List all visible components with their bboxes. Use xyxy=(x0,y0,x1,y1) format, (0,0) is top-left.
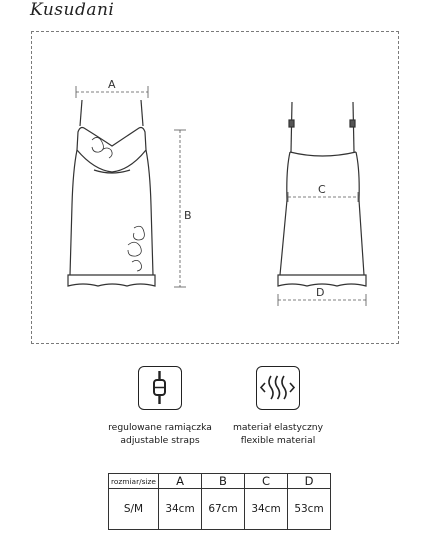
feature-straps-label-pl: regulowane ramiączka xyxy=(108,422,212,433)
back-right-slider xyxy=(350,120,355,127)
feature-straps-label-en: adjustable straps xyxy=(120,435,200,446)
front-lace-side xyxy=(128,226,144,271)
back-right-side xyxy=(356,152,364,275)
dim-label-d: D xyxy=(316,286,325,299)
column-header-b: B xyxy=(202,474,245,489)
front-left-strap xyxy=(80,100,82,126)
value-cell-a: 34cm xyxy=(159,489,202,530)
elastic-material-icon xyxy=(256,366,300,410)
back-neckline xyxy=(290,152,356,156)
back-left-slider xyxy=(289,120,294,127)
value-cell-c: 34cm xyxy=(245,489,288,530)
adjustable-strap-icon xyxy=(138,366,182,410)
back-hem xyxy=(278,275,366,286)
front-lace-top xyxy=(92,137,112,158)
dim-label-c: C xyxy=(318,183,326,196)
column-header-c: C xyxy=(245,474,288,489)
front-hem xyxy=(68,275,155,286)
column-header-a: A xyxy=(159,474,202,489)
back-left-side xyxy=(280,152,290,275)
size-header-label: rozmiar/size xyxy=(109,474,159,489)
brand-title: Kusudani xyxy=(30,0,115,20)
value-cell-b: 67cm xyxy=(202,489,245,530)
value-cell-d: 53cm xyxy=(288,489,331,530)
feature-adjustable-straps xyxy=(104,366,216,447)
front-view xyxy=(68,100,155,286)
feature-material-label-pl: materiał elastyczny xyxy=(232,422,324,433)
front-right-strap xyxy=(141,100,143,126)
dim-label-a: A xyxy=(108,78,116,91)
feature-flexible-material xyxy=(222,366,334,447)
front-left-side xyxy=(70,150,77,275)
size-table xyxy=(108,473,331,530)
column-header-d: D xyxy=(288,474,331,489)
size-table-header xyxy=(109,474,331,489)
table-row xyxy=(109,489,331,530)
size-cell: S/M xyxy=(109,489,159,530)
dim-label-b: B xyxy=(184,209,192,222)
front-right-side xyxy=(146,150,153,275)
feature-material-label-en: flexible material xyxy=(240,435,316,446)
front-bodice xyxy=(77,128,146,173)
